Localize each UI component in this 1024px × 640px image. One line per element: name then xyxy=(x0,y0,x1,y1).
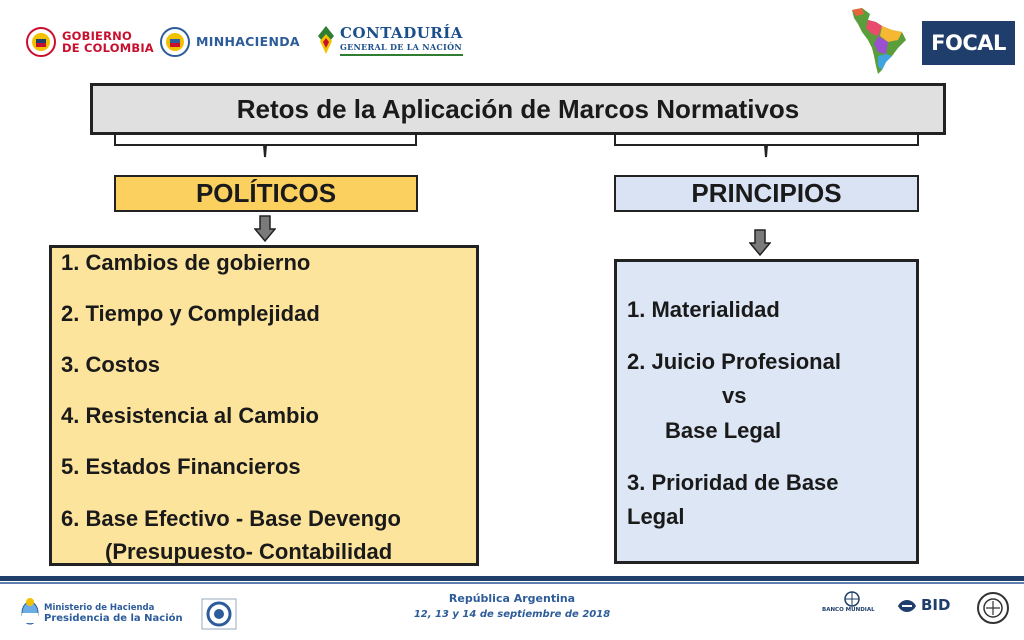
politicos-item-3: 3. Costos xyxy=(61,352,161,377)
contaduria-subtitle: GENERAL DE LA NACIÓN xyxy=(340,42,462,52)
principios-item-3: 3. Prioridad de Base xyxy=(627,470,839,495)
principios-down-arrow-icon xyxy=(749,229,771,257)
principios-header: PRINCIPIOS xyxy=(614,175,919,212)
footer-banco-mundial: BANCO MUNDIAL xyxy=(822,607,875,613)
minhacienda-text: MINHACIENDA xyxy=(196,34,300,50)
imf-seal-icon xyxy=(976,591,1010,625)
politicos-down-arrow-icon xyxy=(254,215,276,243)
contaduria-logo xyxy=(316,24,463,56)
bid-mark-icon xyxy=(896,596,918,616)
footer-bid: BID xyxy=(921,596,951,614)
principios-item-2-vs: vs xyxy=(722,383,747,408)
gobierno-line2: DE COLOMBIA xyxy=(62,41,154,55)
politicos-item-4: 4. Resistencia al Cambio xyxy=(61,403,319,428)
politicos-item-6: 6. Base Efectivo - Base Devengo xyxy=(61,506,401,531)
contaduria-leaf-icon xyxy=(316,24,336,56)
politicos-item-1: 1. Cambios de gobierno xyxy=(61,250,311,275)
politicos-item-5: 5. Estados Financieros xyxy=(61,454,301,479)
colombia-shield-icon xyxy=(26,27,56,57)
principios-item-2-base-legal: Base Legal xyxy=(665,418,782,443)
focal-logo: FOCAL xyxy=(922,21,1015,65)
politicos-item-2: 2. Tiempo y Complejidad xyxy=(61,301,320,326)
footer-ministerio: Ministerio de Hacienda xyxy=(44,603,155,613)
footer-bar xyxy=(0,576,1024,581)
politicos-panel xyxy=(49,245,479,566)
principios-item-2: 2. Juicio Profesional xyxy=(627,349,841,374)
latin-america-map-icon xyxy=(848,6,912,76)
footer-country: República Argentina xyxy=(448,592,576,605)
footer-presidencia: Presidencia de la Nación xyxy=(44,613,183,624)
left-brace xyxy=(114,135,417,159)
banco-mundial-globe-icon xyxy=(842,591,862,607)
footer-bar-thin xyxy=(0,582,1024,584)
principios-panel xyxy=(614,259,919,564)
contaduria-title: CONTADURÍA xyxy=(340,24,463,42)
page-title: Retos de la Aplicación de Marcos Normativos xyxy=(90,83,946,135)
right-brace xyxy=(614,135,919,159)
principios-item-3-cont: Legal xyxy=(627,504,685,529)
gobierno-line1: GOBIERNO xyxy=(62,28,132,43)
contaduria-underline xyxy=(340,54,463,56)
gobierno-colombia-logo xyxy=(26,27,154,57)
minhacienda-logo xyxy=(160,27,300,57)
politicos-header: POLÍTICOS xyxy=(114,175,418,212)
politicos-item-6-cont: (Presupuesto- Contabilidad xyxy=(105,539,393,564)
minhacienda-shield-icon xyxy=(160,27,190,57)
principios-item-1: 1. Materialidad xyxy=(627,297,780,322)
footer-date: 12, 13 y 14 de septiembre de 2018 xyxy=(413,609,611,620)
